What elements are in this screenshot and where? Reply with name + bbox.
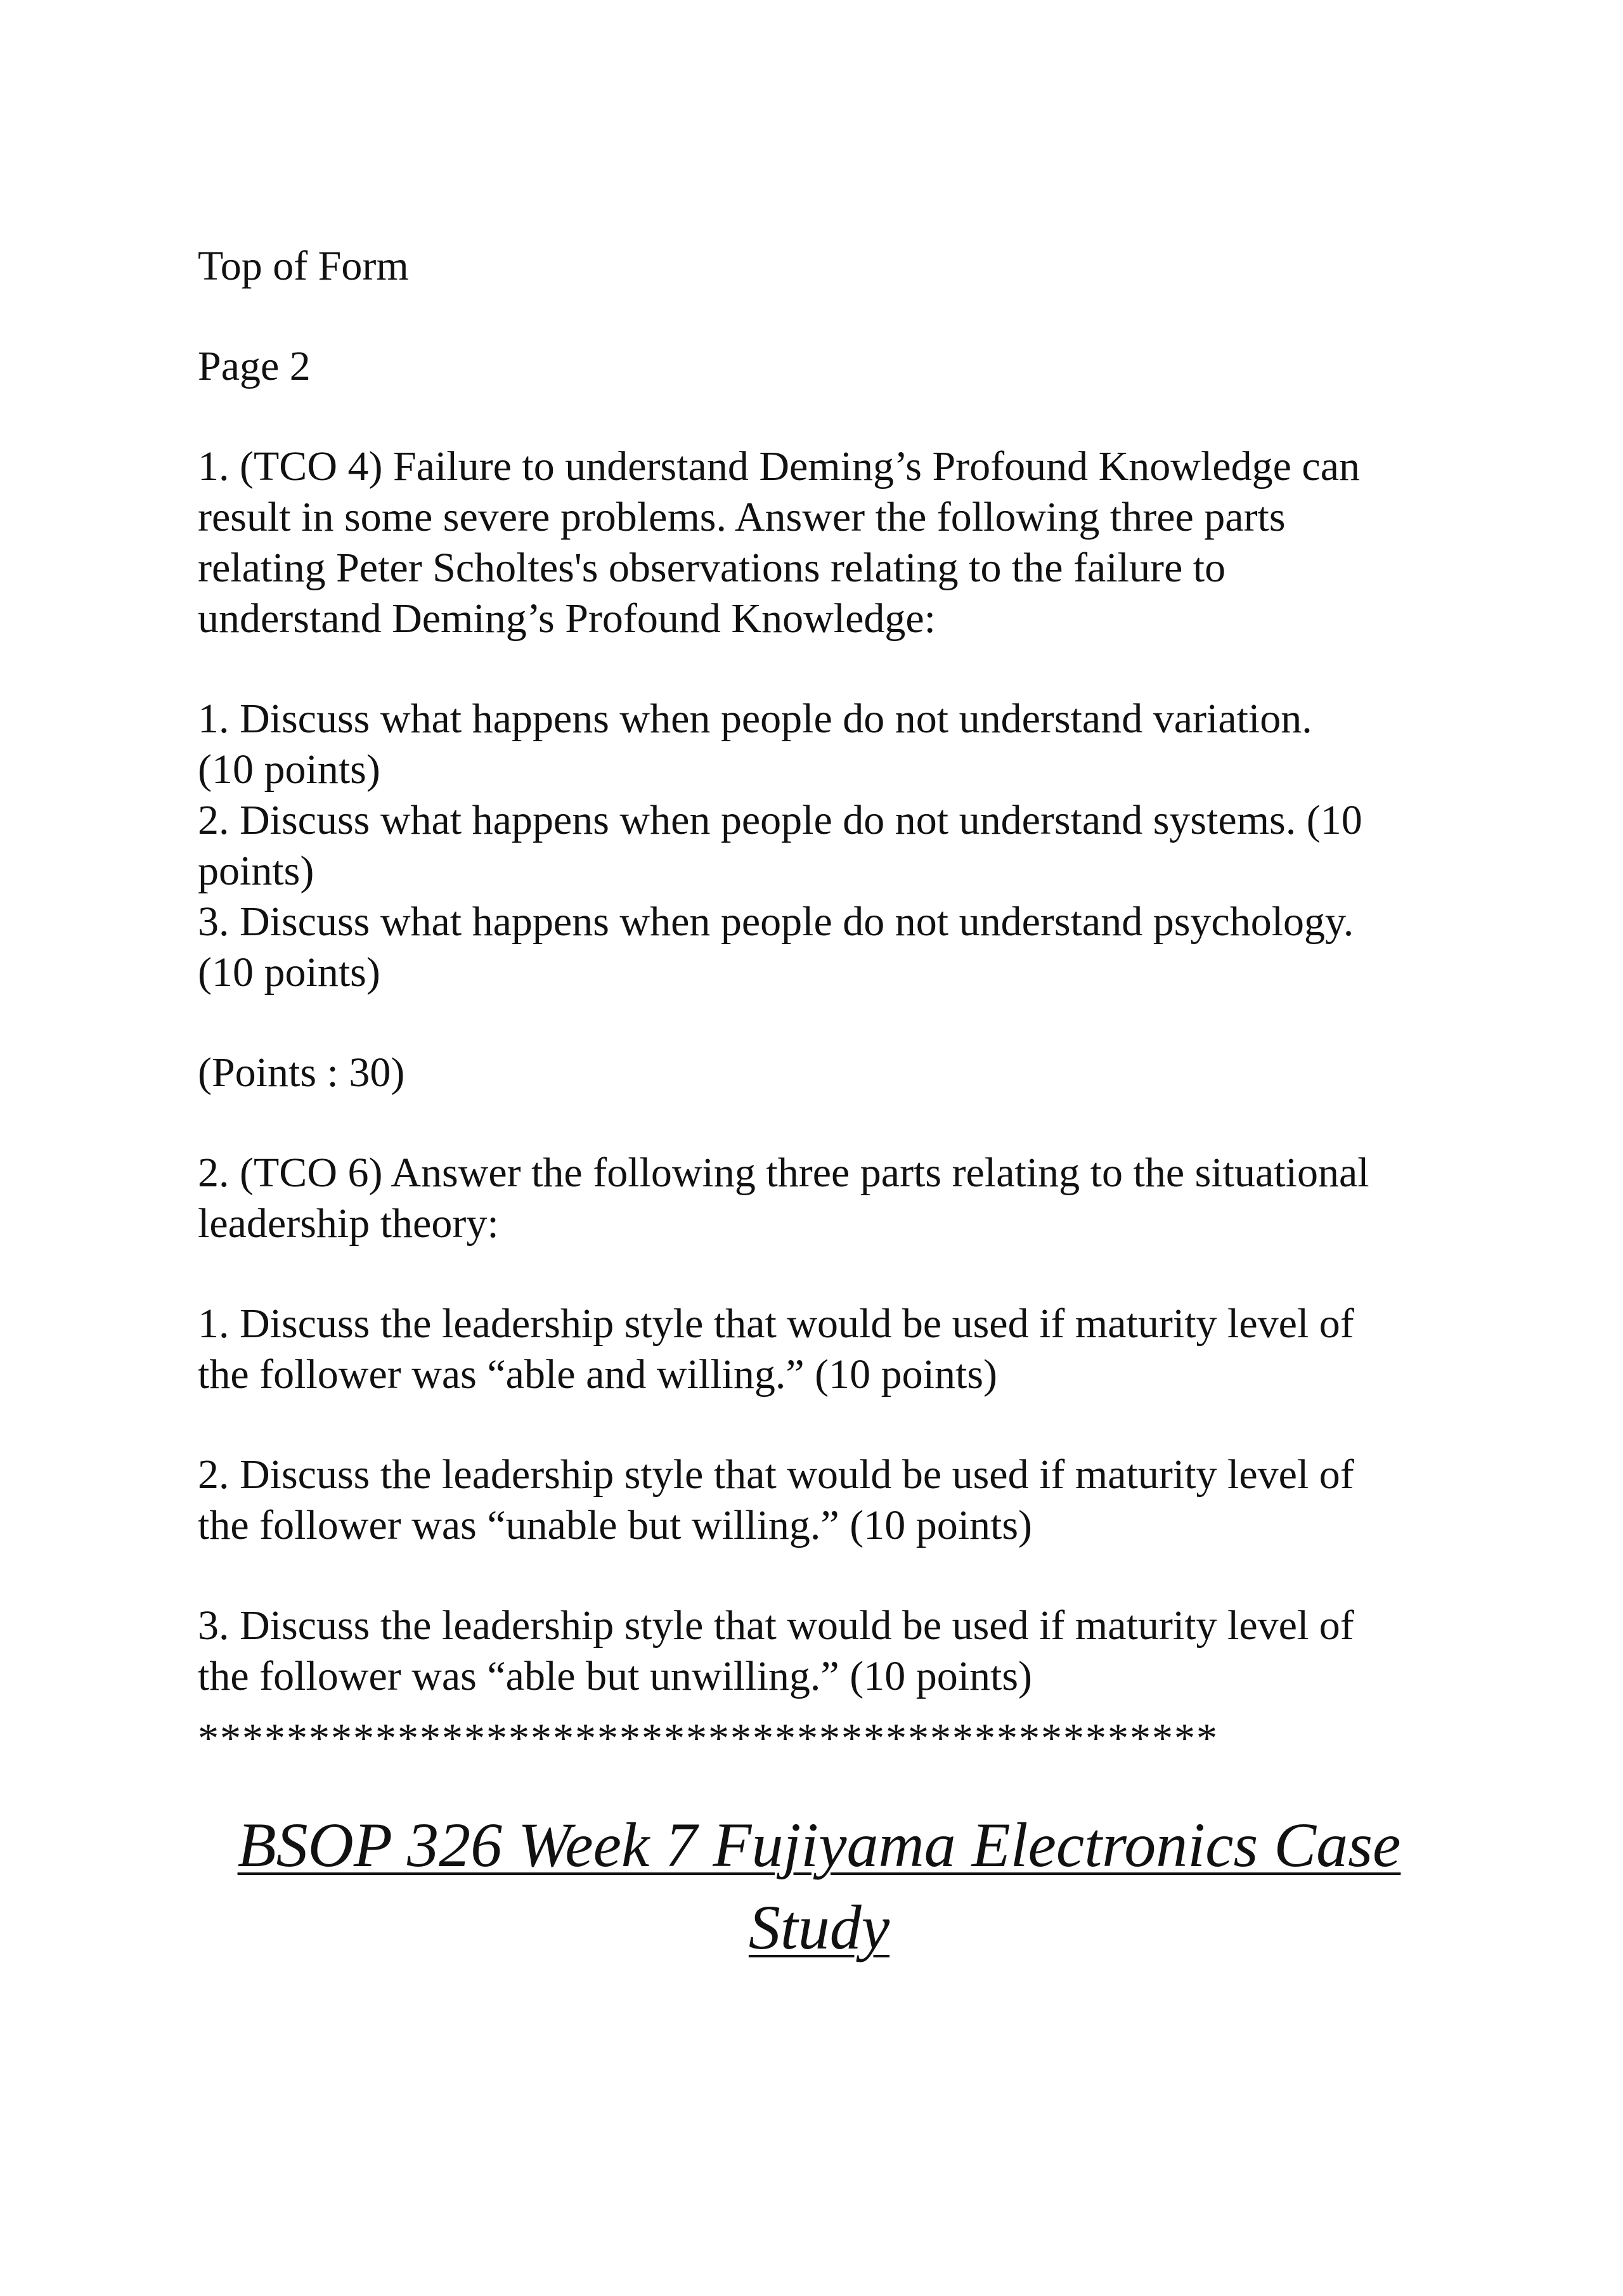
q1-part-line: (10 points) bbox=[198, 746, 380, 793]
q1-intro-line: relating Peter Scholtes's observations relating to the failure to bbox=[198, 545, 1226, 591]
question-2-intro bbox=[198, 1148, 1459, 1249]
question-2-part-2 bbox=[198, 1450, 1459, 1551]
q2-part-line: the follower was “able and willing.” (10 points) bbox=[198, 1351, 997, 1398]
q2-intro-line: 2. (TCO 6) Answer the following three parts relating to the situational bbox=[198, 1150, 1369, 1196]
q2-part-line: the follower was “unable but willing.” (10 points) bbox=[198, 1502, 1033, 1548]
document-body bbox=[198, 241, 1459, 1764]
q2-intro-line: leadership theory: bbox=[198, 1200, 499, 1247]
page-number-label: Page 2 bbox=[198, 343, 311, 389]
q1-part-line: points) bbox=[198, 848, 314, 894]
q1-intro-line: result in some severe problems. Answer the following three parts bbox=[198, 494, 1286, 540]
question-1-points: (Points : 30) bbox=[198, 1049, 405, 1096]
q1-intro-line: understand Deming’s Profound Knowledge: bbox=[198, 595, 936, 642]
question-1-intro bbox=[198, 441, 1459, 644]
question-2-part-1 bbox=[198, 1299, 1459, 1400]
q1-part-line: 1. Discuss what happens when people do not understand variation. bbox=[198, 696, 1312, 742]
case-study-title-link[interactable] bbox=[198, 1804, 1440, 1969]
case-study-title-line: BSOP 326 Week 7 Fujiyama Electronics Case bbox=[237, 1810, 1401, 1880]
asterisk-separator: ********************************************** bbox=[198, 1715, 1219, 1761]
q1-part-line: 2. Discuss what happens when people do not understand systems. (10 bbox=[198, 797, 1362, 843]
q2-part-line: the follower was “able but unwilling.” (10 points) bbox=[198, 1653, 1033, 1699]
question-1-parts bbox=[198, 694, 1459, 998]
case-study-title-line: Study bbox=[748, 1892, 890, 1962]
q1-part-line: 3. Discuss what happens when people do not understand psychology. bbox=[198, 898, 1354, 945]
q2-part-line: 1. Discuss the leadership style that would be used if maturity level of bbox=[198, 1300, 1354, 1347]
q2-part-line: 3. Discuss the leadership style that would be used if maturity level of bbox=[198, 1602, 1354, 1649]
question-2-part-3 bbox=[198, 1600, 1459, 1702]
q1-part-line: (10 points) bbox=[198, 949, 380, 996]
top-of-form-label: Top of Form bbox=[198, 243, 409, 289]
q1-intro-line: 1. (TCO 4) Failure to understand Deming’s Profound Knowledge can bbox=[198, 443, 1360, 490]
q2-part-line: 2. Discuss the leadership style that would be used if maturity level of bbox=[198, 1451, 1354, 1498]
